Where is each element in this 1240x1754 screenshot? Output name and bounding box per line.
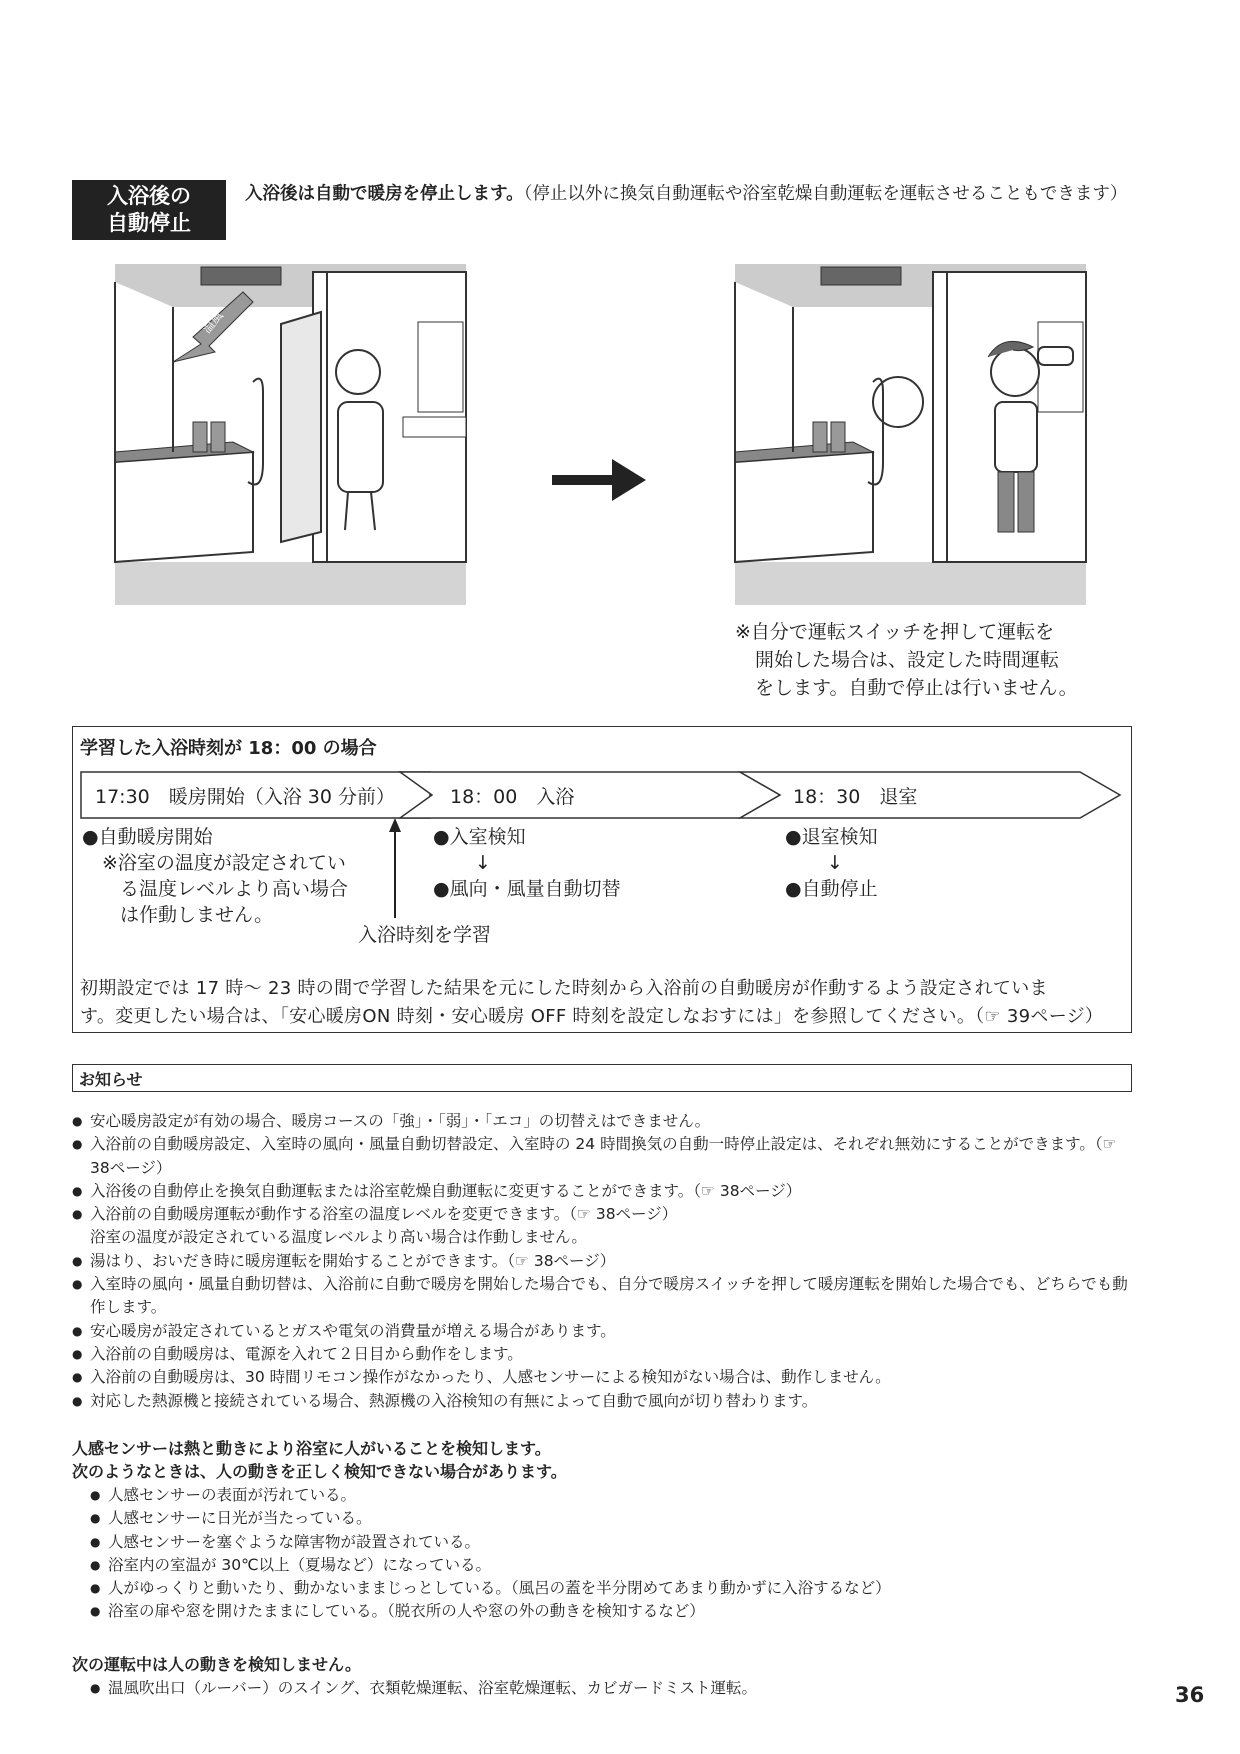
list-item: ● 人感センサーを塞ぐような障害物が設置されている。 — [90, 1531, 891, 1554]
intro-text: 入浴後は自動で暖房を停止します。（停止以外に換気自動運転や浴室乾燥自動運転を運転させることもできます） — [245, 184, 1128, 204]
list-item: ● 入室時の風向・風量自動切替は、入浴前に自動で暖房を開始した場合でも、自分で暖房スイッチを押して暖房運転を開始した場合でも、どちらでも動作します。 — [72, 1273, 1137, 1320]
list-item: ● 人感センサーに日光が当たっている。 — [90, 1507, 891, 1530]
sensor-list — [90, 1484, 891, 1624]
col-bath-entry: ●入室検知 ↓ ●風向・風量自動切替 — [433, 826, 621, 900]
manual-operation-note: ※自分で運転スイッチを押して運転を 開始した場合は、設定した時間運転 をします。自動で停止は行いません。 — [735, 621, 1078, 699]
list-item: ● 人感センサーの表面が汚れている。 — [90, 1484, 891, 1507]
list-item: ● 入浴前の自動暖房運転が動作する浴室の温度レベルを変更できます。（☞ 38ページ） 浴室の温度が設定されている温度レベルより高い場合は作動しません。 — [72, 1203, 1137, 1250]
sensor-heading-3: 次の運転中は人の動きを検知しません。 — [72, 1655, 361, 1674]
sensor-heading-2: 次のようなときは、人の動きを正しく検知できない場合があります。 — [72, 1462, 567, 1481]
step-heating-start: 17:30 暖房開始（入浴 30 分前） — [95, 786, 396, 808]
list-item: ● 浴室内の室温が 30℃以上（夏場など）になっている。 — [90, 1554, 891, 1577]
notice-title: お知らせ — [72, 1064, 1132, 1092]
notice-list — [72, 1110, 1137, 1413]
list-item: ● 温風吹出口（ルーバー）のスイング、衣類乾燥運転、浴室乾燥運転、カビガードミスト運転。 — [90, 1677, 757, 1700]
list-item: ● 浴室の扉や窓を開けたままにしている。（脱衣所の人や窓の外の動きを検知するなど） — [90, 1600, 891, 1623]
step-bath-entry: 18：00 入浴 — [450, 786, 575, 808]
sensor-heading-1: 人感センサーは熱と動きにより浴室に人がいることを検知します。 — [72, 1439, 551, 1458]
list-item: ● 安心暖房が設定されているとガスや電気の消費量が増える場合があります。 — [72, 1320, 1137, 1343]
bathroom-after-illustration — [733, 262, 1088, 607]
col-bath-exit: ●退室検知 ↓ ●自動停止 — [785, 826, 878, 900]
col-heating-start: ●自動暖房開始 ※浴室の温度が設定されてい る温度レベルより高い場合 は作動しません。 — [82, 826, 349, 926]
learned-time-title: 学習した入浴時刻が 18：00 の場合 — [80, 738, 377, 759]
initial-setting-text: 初期設定では 17 時～ 23 時の間で学習した結果を元にした時刻から入浴前の自動暖房が作動するよう設定されていま す。変更したい場合は、「安心暖房ON 時刻・安心暖房 OFF 時刻を設定しなおすには」を参照してください。（☞ 39ページ） — [80, 978, 1104, 1027]
page-number: 36 — [1175, 1683, 1205, 1707]
list-item: ● 入浴後の自動停止を換気自動運転または浴室乾燥自動運転に変更することができます。（☞ 38ページ） — [72, 1180, 1137, 1203]
step-bath-exit: 18：30 退室 — [793, 786, 918, 808]
list-item: ● 安心暖房設定が有効の場合、暖房コースの「強」・「弱」・「エコ」の切替えはできません。 — [72, 1110, 1137, 1133]
sensor-list-2 — [90, 1677, 757, 1700]
list-item: ● 入浴前の自動暖房は、電源を入れて２日目から動作をします。 — [72, 1343, 1137, 1366]
list-item: ● 湯はり、おいだき時に暖房運転を開始することができます。（☞ 38ページ） — [72, 1250, 1137, 1273]
section-label: 入浴後の 自動停止 — [72, 180, 226, 240]
list-item: ● 入浴前の自動暖房は、30 時間リモコン操作がなかったり、人感センサーによる検知がない場合は、動作しません。 — [72, 1366, 1137, 1389]
svg-text:温風: 温風 — [199, 308, 226, 336]
right-arrow-icon — [552, 455, 648, 505]
bathroom-before-illustration — [113, 262, 468, 607]
list-item: ● 対応した熱源機と接続されている場合、熱源機の入浴検知の有無によって自動で風向が切り替わります。 — [72, 1390, 1137, 1413]
list-item: ● 入浴前の自動暖房設定、入室時の風向・風量自動切替設定、入室時の 24 時間換気の自動一時停止設定は、それぞれ無効にすることができます。（☞ 38ページ） — [72, 1133, 1137, 1180]
learn-arrow-icon — [387, 818, 403, 918]
list-item: ● 人がゆっくりと動いたり、動かないままじっとしている。（風呂の蓋を半分閉めてあまり動かずに入浴するなど） — [90, 1577, 891, 1600]
learn-time-label: 入浴時刻を学習 — [358, 924, 492, 946]
